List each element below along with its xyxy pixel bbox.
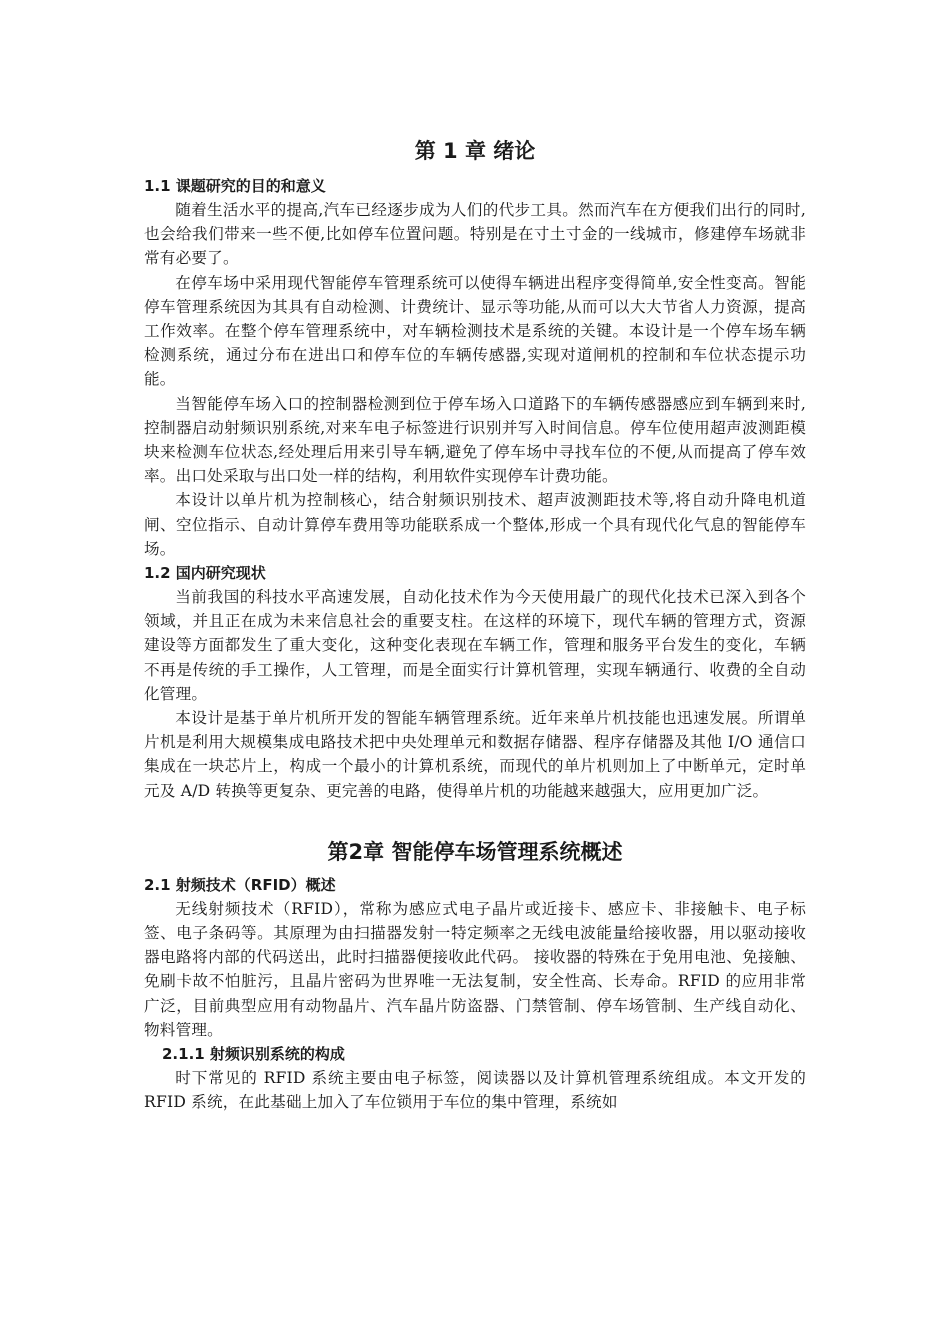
- paragraph: 当智能停车场入口的控制器检测到位于停车场入口道路下的车辆传感器感应到车辆到来时,控制器启动射频识别系统,对来车电子标签进行识别并写入时间信息。停车位使用超声波测距模块来检测车位状态,经处理后用来引导车辆,避免了停车场中寻找车位的不便,从而提高了停车效率。出口处采取与出口处一样的结构，利用软件实现停车计费功能。: [144, 394, 806, 486]
- paragraph: 本设计以单片机为控制核心，结合射频识别技术、超声波测距技术等,将自动升降电机道闸、空位指示、自动计算停车费用等功能联系成一个整体,形成一个具有现代化气息的智能停车场。: [144, 491, 806, 558]
- section-1-2-title: 1.2 国内研究现状: [144, 564, 266, 583]
- section-1-1-title: 1.1 课题研究的目的和意义: [144, 177, 326, 195]
- chapter-1-title: 第 1 章 绪论: [414, 139, 536, 163]
- document-page: [144, 130, 806, 1115]
- paragraph: 在停车场中采用现代智能停车管理系统可以使得车辆进出程序变得简单,安全性变高。智能停车管理系统因为其具有自动检测、计费统计、显示等功能,从而可以大大节省人力资源，提高工作效率。在整个停车管理系统中，对车辆检测技术是系统的关键。本设计是一个停车场车辆检测系统，通过分布在进出口和停车位的车辆传感器,实现对道闸机的控制和车位状态提示功能。: [144, 273, 806, 389]
- paragraph: 无线射频技术（RFID），常称为感应式电子晶片或近接卡、感应卡、非接触卡、电子标签、电子条码等。其原理为由扫描器发射一特定频率之无线电波能量给接收器，用以驱动接收器电路将内部的代码送出，此时扫描器便接收此代码。 接收器的特殊在于免用电池、免接触、免刷卡故不怕脏污，且晶片密码为世界唯一无法复制，安全性高、长寿命。RFID 的应用非常广泛，目前典型应用有动物晶片、汽车晶片防盗器、门禁管制、停车场管制、生产线自动化、物料管理。: [144, 899, 806, 1039]
- section-2-1-title: 2.1 射频技术（RFID）概述: [144, 875, 336, 894]
- paragraph: 随着生活水平的提高,汽车已经逐步成为人们的代步工具。然而汽车在方便我们出行的同时,也会给我们带来一些不便,比如停车位置问题。特别是在寸土寸金的一线城市，修建停车场就非常有必要了。: [144, 201, 806, 268]
- paragraph: 当前我国的科技水平高速发展，自动化技术作为今天使用最广的现代化技术已深入到各个领域，并且正在成为未来信息社会的重要支柱。在这样的环境下，现代车辆的管理方式，资源建设等方面都发生了重大变化，这种变化表现在车辆工作，管理和服务平台发生的变化，车辆不再是传统的手工操作，人工管理，而是全面实行计算机管理，实现车辆通行、收费的全自动化管理。: [144, 588, 806, 703]
- section-2-1-1-title: 2.1.1 射频识别系统的构成: [162, 1045, 345, 1064]
- paragraph: 时下常见的 RFID 系统主要由电子标签，阅读器以及计算机管理系统组成。本文开发的 RFID 系统，在此基础上加入了车位锁用于车位的集中管理，系统如: [144, 1069, 806, 1112]
- paragraph: 本设计是基于单片机所开发的智能车辆管理系统。近年来单片机技能也迅速发展。所谓单片机是利用大规模集成电路技术把中央处理单元和数据存储器、程序存储器及其他 I/O 通信口集成在一块芯片上，构成一个最小的计算机系统，而现代的单片机则加上了中断单元，定时单元及 A/D 转换等更复杂、更完善的电路，使得单片机的功能越来越强大，应用更加广泛。: [144, 709, 806, 800]
- chapter-2-title: 第2章 智能停车场管理系统概述: [327, 839, 623, 864]
